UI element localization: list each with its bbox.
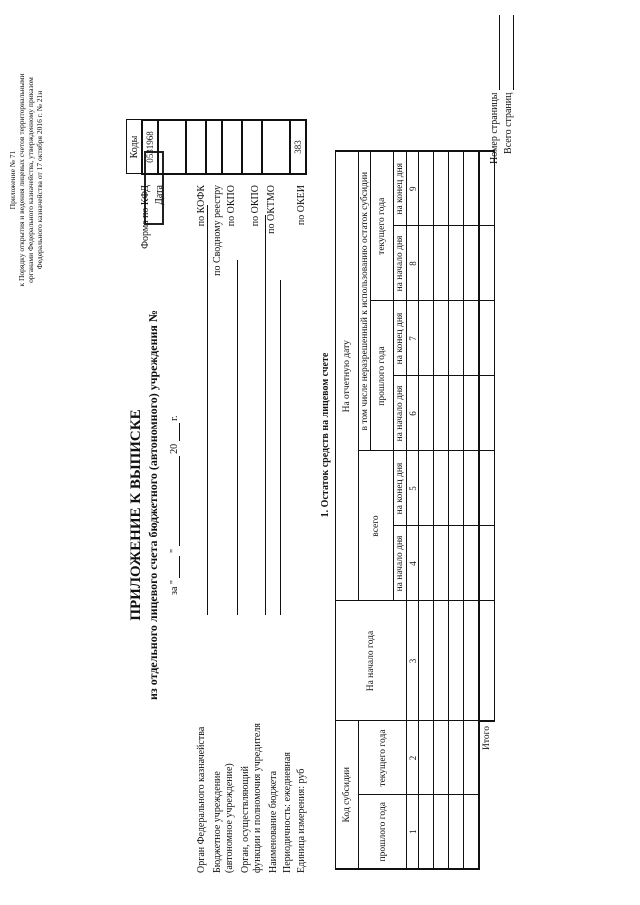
page-number-field[interactable] (488, 15, 500, 90)
label-form-kfd: Форма по КФД (140, 185, 151, 249)
legal-line: к Порядку открытия и ведения лицевых счетов территориальными (17, 73, 26, 287)
label-founder-2: функции и полномочия учредителя (252, 723, 263, 873)
month-field[interactable] (168, 456, 180, 546)
th-kod-subsidii: Код субсидии (336, 721, 359, 869)
document-subtitle: из отдельного лицевого счета бюджетного (автономного) учреждения № (146, 310, 160, 700)
table-row (434, 151, 449, 869)
day-field[interactable] (168, 556, 180, 578)
label-okpo-2: по ОКПО (250, 185, 261, 227)
col-num-6: 6 (407, 376, 419, 451)
table-row (449, 151, 464, 869)
legal-reference (8, 15, 44, 345)
col-num-3: 3 (407, 601, 419, 721)
th-v-tom-chisle: в том числе неразрешенный к использованию остаток субсидии (359, 151, 371, 451)
code-form-kfd[interactable]: 0531968 (142, 120, 158, 174)
label-institution-2: (автономное учреждение) (224, 763, 235, 873)
page-info (488, 15, 528, 265)
year-field[interactable] (168, 423, 180, 441)
code-svodny[interactable] (206, 120, 222, 174)
date-prefix: за " (169, 580, 180, 595)
total-label: Итого (482, 726, 493, 751)
th-tekushego-goda: текущего года (359, 721, 407, 795)
col-num-9: 9 (407, 151, 419, 226)
label-svodny: по Сводному реестру (212, 185, 223, 276)
code-oktmo[interactable] (262, 120, 290, 174)
label-okei: по ОКЕИ (296, 185, 307, 226)
th-konec-dnya-3: на конец дня (394, 151, 407, 226)
total-pages-field[interactable] (502, 15, 514, 90)
label-date: Дата (154, 185, 165, 205)
institution-field-line[interactable] (237, 260, 238, 615)
col-num-8: 8 (407, 226, 419, 301)
table-row (419, 151, 434, 869)
th-na-otchetnuyu-datu: На отчетную дату (336, 151, 359, 601)
th-na-nachalo-goda: На начало года (336, 601, 407, 721)
col-num-1: 1 (407, 795, 419, 869)
budget-field-line[interactable] (280, 280, 281, 615)
th-proshlogo-goda: прошлого года (359, 795, 407, 869)
legal-line: Приложение № 71 (8, 150, 17, 210)
th-nachalo-dnya-3: на начало дня (394, 226, 407, 301)
legal-line: органами Федерального казначейства, утвержденному приказом (26, 77, 35, 283)
th-konec-dnya-1: на конец дня (394, 451, 407, 526)
col-num-7: 7 (407, 301, 419, 376)
codes-header: Коды (127, 120, 143, 174)
section-title: 1. Остаток средств на лицевом счете (320, 352, 331, 518)
document-title: ПРИЛОЖЕНИЕ К ВЫПИСКЕ (128, 409, 144, 621)
label-founder: Орган, осуществляющий (240, 766, 251, 873)
code-date[interactable] (158, 120, 186, 174)
code-okpo-1[interactable] (222, 120, 242, 174)
label-budget: Наименование бюджета (268, 770, 279, 873)
th-tekushego-goda-2: текущего года (371, 151, 394, 301)
label-oktmo: по ОКТМО (266, 185, 277, 234)
page-number-label: Номер страницы (488, 15, 500, 164)
label-treasury: Орган Федерального казначейства (196, 726, 207, 873)
year-prefix: 20 (169, 443, 180, 454)
treasury-field-line[interactable] (207, 205, 208, 615)
legal-line: Федерального казначейства от 17 октября 2016 г. № 21н (35, 90, 44, 270)
codes-table (126, 119, 307, 175)
label-periodicity: Периодичность: ежедневная (282, 752, 293, 873)
th-nachalo-dnya-2: на начало дня (394, 376, 407, 451)
th-konec-dnya-2: на конец дня (394, 301, 407, 376)
col-num-5: 5 (407, 451, 419, 526)
date-line (168, 235, 180, 595)
th-vsego: всего (359, 451, 394, 601)
header-fields (196, 653, 316, 873)
total-pages-label: Всего страниц (502, 15, 514, 154)
th-proshlogo-goda-2: прошлого года (371, 301, 394, 451)
year-suffix: г. (169, 415, 180, 421)
label-unit: Единица измерения: руб (296, 768, 307, 873)
label-institution: Бюджетное учреждение (212, 771, 223, 873)
date-mid: " (169, 548, 180, 554)
label-okpo-1: по ОКПО (226, 185, 237, 227)
table-row (464, 151, 480, 869)
col-num-2: 2 (407, 721, 419, 795)
balance-table (335, 150, 495, 870)
label-kofk: по КОФК (196, 185, 207, 227)
code-okpo-2[interactable] (242, 120, 262, 174)
col-num-4: 4 (407, 526, 419, 601)
code-kofk[interactable] (186, 120, 206, 174)
th-nachalo-dnya-1: на начало дня (394, 526, 407, 601)
code-okei[interactable]: 383 (290, 120, 306, 174)
